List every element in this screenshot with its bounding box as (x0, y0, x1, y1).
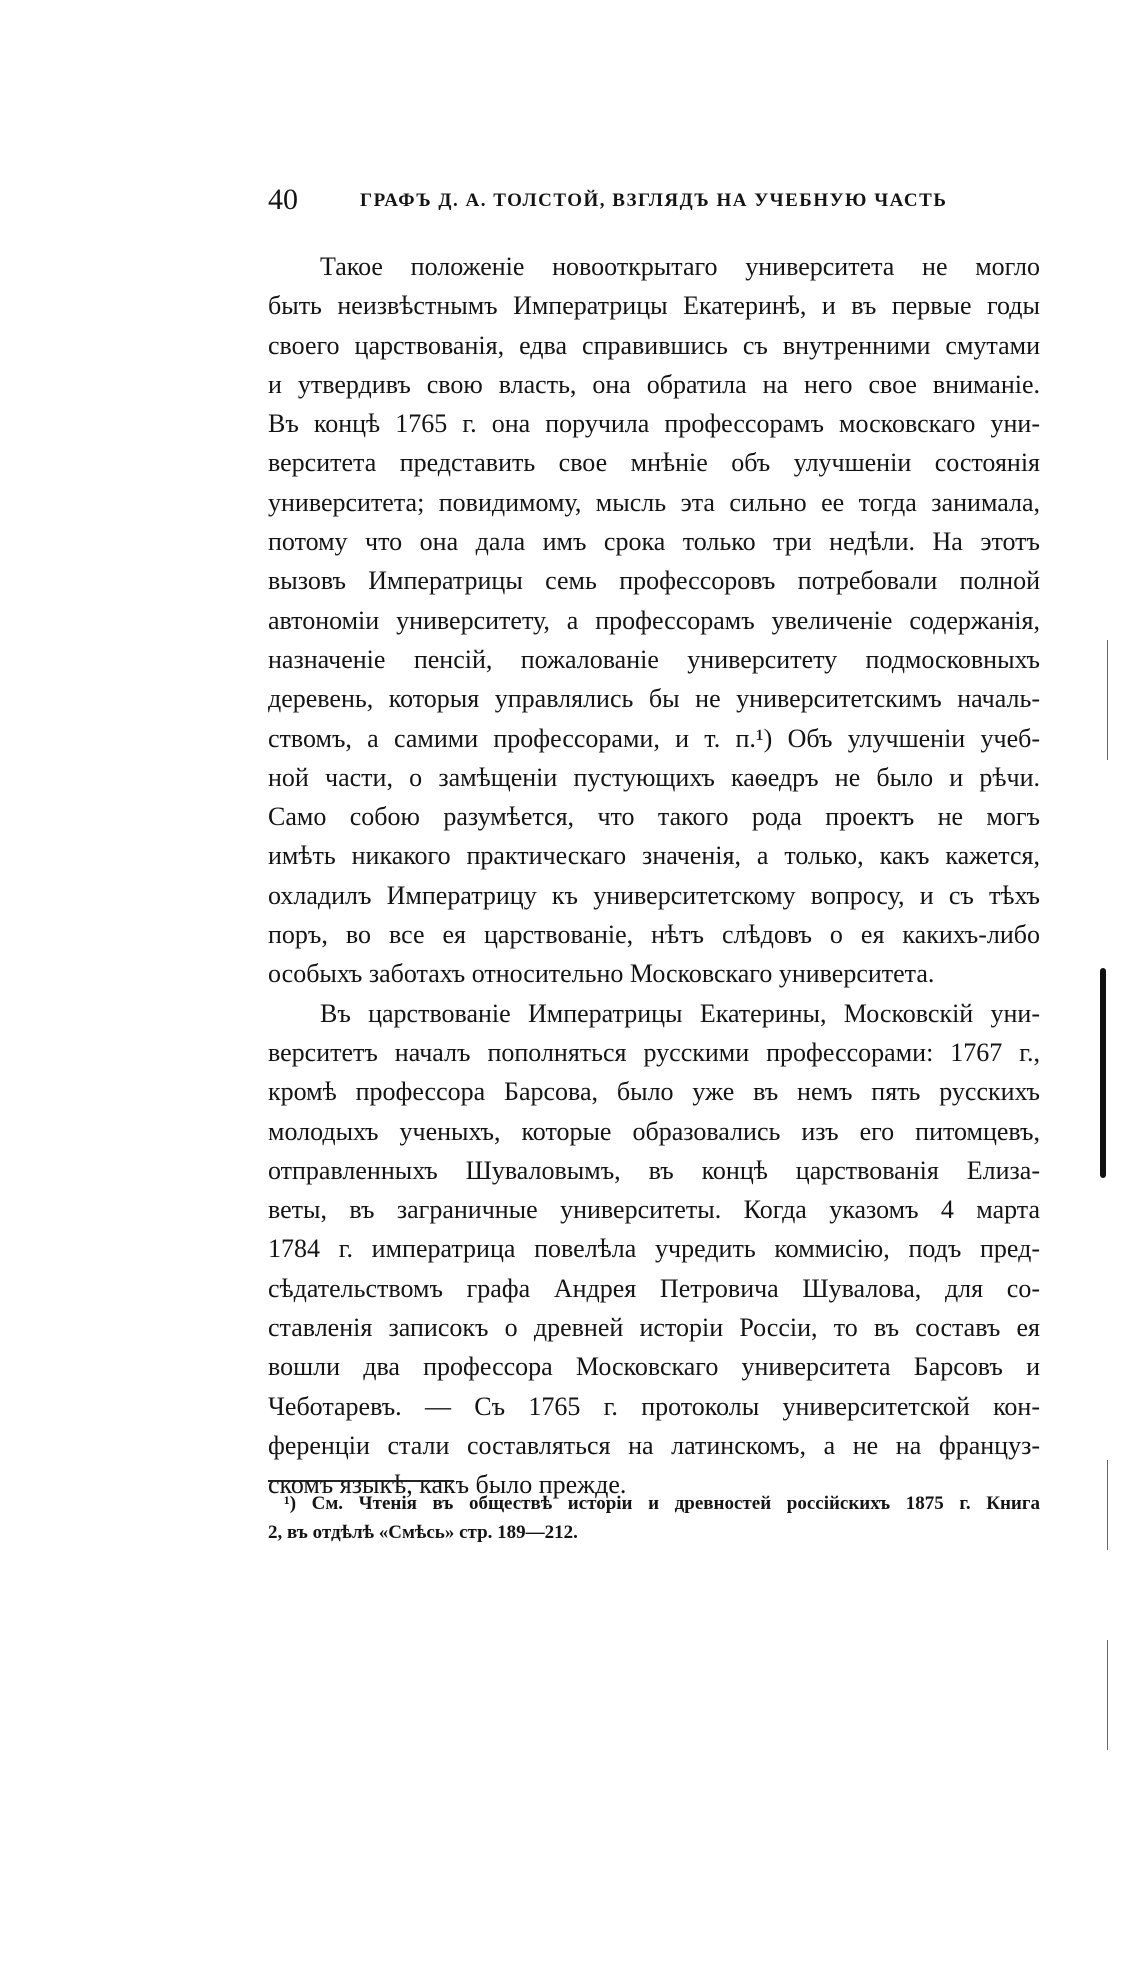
text-line: скомъ языкѣ, какъ было прежде. (268, 1470, 627, 1500)
text-line: охладилъ Императрицу къ университетскому вопросу, и съ тѣхъ (268, 880, 1040, 910)
text-line: имѣть никакого практическаго значенія, а только, какъ кажется, (268, 841, 1040, 871)
scan-margin-tick (1107, 1640, 1108, 1750)
body-text (268, 247, 1040, 1505)
footnote-line: ¹) См. Чтенія въ обществѣ исторіи и древностей россійскихъ 1875 г. Книга (284, 1493, 1040, 1514)
text-line: потому что она дала имъ срока только три недѣли. На этотъ (268, 527, 1040, 557)
footnotes (268, 1489, 1040, 1547)
text-line: назначеніе пенсій, пожалованіе университету подмосковныхъ (268, 644, 1040, 674)
text-line: Чеботаревъ. — Съ 1765 г. протоколы университетской кон- (268, 1391, 1040, 1421)
scan-margin-tick (1107, 1460, 1108, 1550)
text-line: 1784 г. императрица повелѣла учредить коммисію, подъ пред- (268, 1234, 1040, 1264)
text-line: отправленныхъ Шуваловымъ, въ концѣ царствованія Елиза- (268, 1155, 1040, 1185)
text-line: верситетъ началъ пополняться русскими профессорами: 1767 г., (268, 1037, 1040, 1067)
text-line: и утвердивъ свою власть, она обратила на него свое вниманіе. (268, 369, 1040, 399)
text-line: автономіи университету, а профессорамъ увеличеніе содержанія, (268, 605, 1040, 635)
running-head: ГРАФЪ Д. А. ТОЛСТОЙ, ВЗГЛЯДЪ НА УЧЕБНУЮ ЧАСТЬ (360, 190, 948, 211)
text-line: вызовъ Императрицы семь профессоровъ потребовали полной (268, 566, 1040, 596)
footnote-rule (268, 1480, 454, 1482)
text-line: быть неизвѣстнымъ Императрицы Екатеринѣ, и въ первые годы (268, 291, 1040, 321)
text-line: ствомъ, а самими профессорами, и т. п.¹) Объ улучшеніи учеб- (268, 723, 1040, 753)
text-line: кромѣ профессора Барсова, было уже въ немъ пять русскихъ (268, 1077, 1040, 1107)
text-line: особыхъ заботахъ относительно Московскаго университета. (268, 959, 935, 989)
text-line: вошли два профессора Московскаго университета Барсовъ и (268, 1352, 1040, 1382)
text-line: ставленія записокъ о древней исторіи Россіи, то въ составъ ея (268, 1313, 1040, 1343)
paragraph-2 (268, 994, 1040, 1505)
text-line: деревень, которыя управлялись бы не университетскимъ началь- (268, 684, 1040, 714)
text-line: веты, въ заграничные университеты. Когда указомъ 4 марта (268, 1195, 1040, 1225)
scan-margin-mark (1100, 968, 1106, 1178)
text-line: университета; повидимому, мысль эта сильно ее тогда занимала, (268, 487, 1040, 517)
text-line: сѣдательствомъ графа Андрея Петровича Шувалова, для со- (268, 1273, 1040, 1303)
text-line: молодыхъ ученыхъ, которые образовались изъ его питомцевъ, (268, 1116, 1040, 1146)
page-number: 40 (268, 183, 298, 216)
text-line: Само собою разумѣется, что такого рода проектъ не могъ (268, 802, 1040, 832)
page-header (268, 180, 1043, 220)
text-line: Такое положеніе новооткрытаго университета не могло (320, 252, 1040, 281)
text-line: Въ концѣ 1765 г. она поручила профессорамъ московскаго уни- (268, 409, 1040, 439)
footnote-line: 2, въ отдѣлѣ «Смѣсь» стр. 189—212. (268, 1522, 578, 1543)
scan-margin-tick (1107, 640, 1108, 760)
text-line: Въ царствованіе Императрицы Екатерины, Московскій уни- (320, 998, 1040, 1028)
text-line: поръ, во все ея царствованіе, нѣтъ слѣдовъ о ея какихъ-либо (268, 920, 1040, 950)
text-line: своего царствованія, едва справившись съ внутренними смутами (268, 330, 1040, 360)
text-line: ной части, о замѣщеніи пустующихъ каѳедръ не было и рѣчи. (268, 762, 1040, 792)
paragraph-1 (268, 247, 1040, 994)
text-line: верситета представить свое мнѣніе объ улучшеніи состоянія (268, 448, 1040, 478)
text-line: ференціи стали составляться на латинскомъ, а не на француз- (268, 1430, 1040, 1460)
